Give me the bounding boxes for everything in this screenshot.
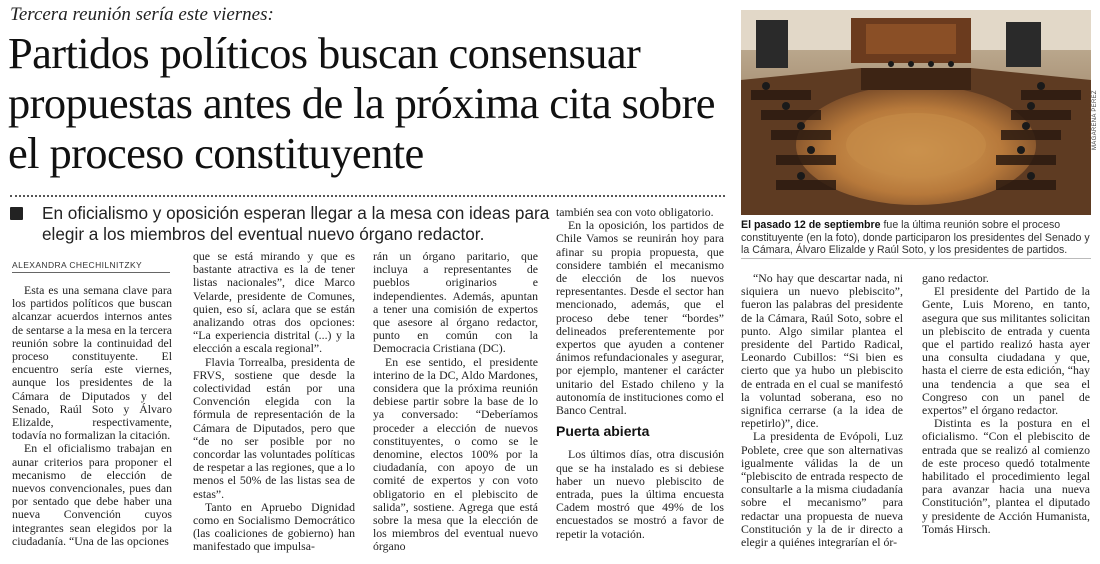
column-6 <box>922 272 1090 536</box>
paragraph: Los últimos días, otra discusión que se ha instalado es si debiese haber un nuevo plebiscito de entrada, pues la última encuesta Cadem mostró que 49% de los encuestados se mostró a favor de repetir la votación. <box>556 447 724 541</box>
paragraph: El presidente del Partido de la Gente, Luis Moreno, en tanto, asegura que sus militantes solicitan un plebiscito de entrada y cuenta que el partido realizó hasta ayer una consulta ciudadana y que, hasta el cierre de esta edición, “hay una tendencia a que sea el Congreso con un panel de expertos” el órgano redactor. <box>922 284 1090 418</box>
paragraph: rán un órgano paritario, que incluya a representantes de pueblos originarios e independientes. Además, apuntan a tener una comisión de expertos que asesore al órgano redactor, punto en común con la Democracia Cristiana (DC). <box>373 249 538 356</box>
paragraph: Tanto en Apruebo Dignidad como en Socialismo Democrático (las coaliciones de gobierno) han manifestado que impulsa- <box>193 499 355 554</box>
photo-credit: MAGARENA PEREZ <box>1092 90 1098 150</box>
paragraph: gano redactor. <box>922 271 989 285</box>
paragraph: En el oficialismo trabajan en aunar criterios para proponer el mecanismo de elección de nuevos convencionales, pues dan por sentado que debe haber una nueva Convención cuyos integrantes sean elegidos por la ciudadanía. “Una de las opciones <box>12 441 172 548</box>
paragraph: también sea con voto obligatorio. <box>556 205 714 219</box>
column-1 <box>12 284 172 548</box>
subhead: Puerta abierta <box>556 423 650 440</box>
caption-text: fue la última reunión sobre el proceso constituyente (en la foto), donde participaron los presidentes del Senado y la Cámara, Álvaro Elizalde y Raúl Soto, y los presidentes de partidos. <box>741 219 1090 257</box>
chamber-photo <box>741 10 1091 215</box>
paragraph: En la oposición, los partidos de Chile Vamos se reunirán hoy para afinar su propia propuesta, que considere también el mecanismo de elección de los nuevos representantes. Desde el sector han mencionado, además, que el proceso debe tener “bordes” delineados preferentemente por expertos que ayuden a contener ánimos refundacionales y asegurar, por ejemplo, mantener el carácter unitario del Estado chileno y la autonomía de instituciones como el Banco Central. <box>556 218 724 418</box>
deck: En oficialismo y oposición esperan llegar a la mesa con ideas para elegir a los miembros del eventual nuevo órgano redactor. <box>42 203 550 244</box>
byline-divider <box>12 272 170 273</box>
photo-caption <box>741 219 1091 257</box>
column-3 <box>373 250 538 554</box>
deck-marker-icon <box>10 207 23 220</box>
paragraph: “No hay que descartar nada, ni siquiera un nuevo plebiscito”, fueron las palabras del presidente de la Cámara, Raúl Soto, sobre el punto. Algo similar plantea el presidente del Partido Radical, Leonardo Cubillos: “Si bien es cierto que ya hubo un plebiscito de entrada en el cual se manifestó la voluntad soberana, eso no significa cerrarse (a la idea de repetirlo)”, dice. <box>741 271 903 431</box>
paragraph: Esta es una semana clave para los partidos políticos que buscan alcanzar acuerdos internos antes de sentarse a la mesa en la tercera reunión sobre la continuidad del proceso constituyente. El encuentro sería este viernes, aunque los presidentes de la Cámara de Diputados y del Senado, Raúl Soto y Álvaro Elizalde, respectivamente, todavía no formalizan la citación. <box>12 283 172 443</box>
headline: Partidos políticos buscan consensuar propuestas antes de la próxima cita sobre el proceso constituyente <box>8 28 715 178</box>
caption-lead: El pasado 12 de septiembre <box>741 219 881 231</box>
column-2 <box>193 250 355 554</box>
caption-divider <box>741 258 1091 259</box>
column-5 <box>741 272 903 549</box>
paragraph: La presidenta de Evópoli, Luz Poblete, cree que son alternativas igualmente válidas la de un “plebiscito de entrada respecto de consultarle a la misma ciudadanía sobre el mecanismo” para redactar una propuesta de nueva Constitución y la de ir directo a elegir a quiénes integrarían el ór- <box>741 429 903 550</box>
kicker: Tercera reunión sería este viernes: <box>10 4 274 25</box>
column-4 <box>556 206 724 541</box>
paragraph: En ese sentido, el presidente interino de la DC, Aldo Mardones, considera que la próxima reunión debiese partir sobre la base de lo ya conversado: “Deberíamos proceder a elección de nuevos constituyentes, o como se le denomine, electos 100% por la ciudadanía, con apoyo de un comité de expertos y con voto obligatorio en el plebiscito de salida”, sostiene. Agrega que está sobre la mesa que la elección de los miembros del eventual nuevo órgano <box>373 354 538 554</box>
paragraph: Distinta es la postura en el oficialismo. “Con el plebiscito de entrada que se realizó al comienzo de este proceso quedó totalmente habilitado el procedimiento legal para avanzar hacia una nueva Constitución”, plantea el diputado y presidente de Acción Humanista, Tomás Hirsch. <box>922 416 1090 536</box>
headline-divider <box>10 195 725 197</box>
byline: ALEXANDRA CHECHILNITZKY <box>12 260 143 270</box>
paragraph: Flavia Torrealba, presidenta de FRVS, sostiene que desde la colectividad están por una Convención elegida con la fórmula de representación de la Cámara de Diputados, pero que “de no ser posible por no concordar las voluntades políticas de respetar a las regiones, que a lo menos el 50% de las listas sea de estas”. <box>193 354 355 501</box>
paragraph: que se está mirando y que es bastante atractiva es la de tener listas nacionales”, dice Marco Velarde, presidente de Comunes, quien, eso sí, aclara que se están analizando otras dos opciones: “La experiencia distrital (...) y la elección a escala regional”. <box>193 249 355 356</box>
